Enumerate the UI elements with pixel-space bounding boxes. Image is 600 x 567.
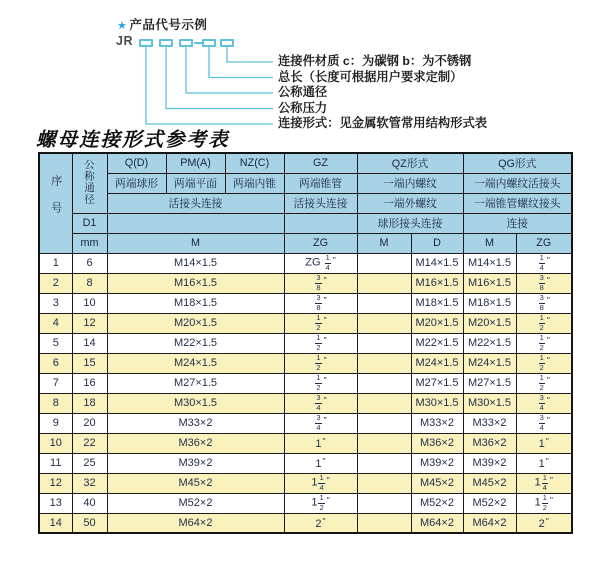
header-gz-sub: 两端锥管: [284, 173, 357, 193]
cell-qz-m: [357, 273, 411, 293]
fraction: $\frac{1}{4}$: [325, 253, 330, 272]
cell-qz-d: M64×2: [411, 513, 463, 533]
fraction: $\frac{3}{8}$: [539, 293, 544, 312]
cell-serial: 10: [39, 433, 72, 453]
table-row: [39, 293, 572, 313]
inch-mark: ": [546, 414, 550, 425]
cell-qz-d: M52×2: [411, 493, 463, 513]
cell-mm: 6: [72, 253, 107, 273]
cell-qz-m: [357, 373, 411, 393]
inch-mark: ": [323, 374, 327, 385]
inch-mark: ": [546, 354, 550, 365]
fraction: $\frac{1}{2}$: [316, 333, 321, 352]
cell-qz-m: [357, 293, 411, 313]
header-qz-conn: 球形接头连接: [357, 213, 463, 233]
cell-m: M64×2: [107, 513, 284, 533]
fraction: $\frac{1}{2}$: [539, 313, 544, 332]
header-mm: mm: [72, 233, 107, 253]
cell-qg-zg: [516, 373, 572, 393]
cell-serial: 13: [39, 493, 72, 513]
header-qg: QG形式: [463, 153, 572, 173]
cell-mm: 8: [72, 273, 107, 293]
cell-gz: ZG $\frac{1}{4}$ ": [284, 253, 357, 273]
header-qz-sub1: 一端内螺纹: [357, 173, 463, 193]
cell-gz: [284, 373, 357, 393]
cell-qg-zg: [516, 413, 572, 433]
code-label-length: 总长（长度可根据用户要求定制）: [278, 69, 463, 84]
cell-m: M24×1.5: [107, 353, 284, 373]
cell-mm: 15: [72, 353, 107, 373]
header-row-4: [39, 213, 572, 233]
inch-mark: ": [546, 394, 550, 405]
cell-m: M30×1.5: [107, 393, 284, 413]
cell-mm: 22: [72, 433, 107, 453]
inch-mark: ": [332, 254, 336, 265]
cell-gz: 1 $\frac{1}{2}$ ": [284, 493, 357, 513]
cell-qg-m: M14×1.5: [463, 253, 516, 273]
header-qz-m: M: [357, 233, 411, 253]
table-row: [39, 393, 572, 413]
cell-m: M52×2: [107, 493, 284, 513]
cell-serial: 3: [39, 293, 72, 313]
cell-serial: 2: [39, 273, 72, 293]
cell-qg-zg: [516, 273, 572, 293]
header-row-1: [39, 153, 572, 173]
cell-qz-m: [357, 353, 411, 373]
cell-mm: 25: [72, 453, 107, 473]
cell-mm: 16: [72, 373, 107, 393]
cell-qg-m: M33×2: [463, 413, 516, 433]
cell-qg-zg: 1 $\frac{1}{2}$ ": [516, 493, 572, 513]
cell-m: M20×1.5: [107, 313, 284, 333]
cell-qg-m: M30×1.5: [463, 393, 516, 413]
header-d1: D1: [72, 213, 107, 233]
table-row: [39, 433, 572, 453]
cell-qg-zg: [516, 393, 572, 413]
cell-serial: 4: [39, 313, 72, 333]
cell-m: M45×2: [107, 473, 284, 493]
cell-serial: 8: [39, 393, 72, 413]
header-qz-sub2: 一端外螺纹: [357, 193, 463, 213]
cell-qz-d: M30×1.5: [411, 393, 463, 413]
cell-gz: [284, 353, 357, 373]
code-prefix: JR: [116, 34, 133, 48]
cell-qz-m: [357, 333, 411, 353]
inch-mark: ": [322, 456, 326, 466]
cell-qg-m: M39×2: [463, 453, 516, 473]
cell-qz-m: [357, 473, 411, 493]
cell-m: M18×1.5: [107, 293, 284, 313]
cell-qg-m: M52×2: [463, 493, 516, 513]
fraction: $\frac{1}{2}$: [316, 353, 321, 372]
cell-gz: 1": [284, 433, 357, 453]
table-row: [39, 333, 572, 353]
inch-mark: ": [546, 294, 550, 305]
cell-qz-m: [357, 413, 411, 433]
cell-qz-d: M27×1.5: [411, 373, 463, 393]
inch-mark: ": [549, 494, 553, 505]
table-row: [39, 513, 572, 533]
header-row-2: [39, 173, 572, 193]
cell-qg-zg: [516, 353, 572, 373]
inch-mark: ": [322, 436, 326, 446]
inch-mark: ": [545, 515, 549, 526]
star-icon: ★: [117, 20, 128, 32]
inch-mark: ": [323, 394, 327, 405]
inch-mark: ": [323, 414, 327, 425]
code-label-material: 连接件材质 c：为碳钢 b：为不锈钢: [278, 54, 472, 68]
header-qz-d: D: [411, 233, 463, 253]
fraction: $\frac{1}{2}$: [319, 493, 324, 512]
table-body: [39, 253, 572, 533]
header-serial: [39, 153, 72, 253]
inch-mark: ": [546, 374, 550, 385]
cell-qg-m: M36×2: [463, 433, 516, 453]
fraction: $\frac{1}{2}$: [316, 313, 321, 332]
fraction: $\frac{1}{2}$: [539, 373, 544, 392]
cell-qz-d: M22×1.5: [411, 333, 463, 353]
inch-mark: ": [546, 254, 550, 265]
cell-mm: 12: [72, 313, 107, 333]
cell-serial: 11: [39, 453, 72, 473]
cell-qz-d: M39×2: [411, 453, 463, 473]
inch-mark: ": [546, 334, 550, 345]
header-q-sub: 两端球形: [107, 173, 166, 193]
cell-gz: [284, 413, 357, 433]
header-row-3: [39, 193, 572, 213]
cell-qz-m: [357, 493, 411, 513]
table-row: [39, 313, 572, 333]
fraction: $\frac{3}{4}$: [316, 393, 321, 412]
inch-mark: ": [545, 436, 549, 446]
header-pm: PM(A): [166, 153, 225, 173]
cell-qz-m: [357, 453, 411, 473]
cell-qz-m: [357, 313, 411, 333]
cell-qg-m: M24×1.5: [463, 353, 516, 373]
inch-mark: ": [326, 474, 330, 485]
code-label-diameter: 公称通径: [278, 85, 328, 99]
cell-qg-zg: [516, 293, 572, 313]
cell-qz-d: M33×2: [411, 413, 463, 433]
inch-mark: ": [323, 294, 327, 305]
inch-mark: ": [549, 474, 553, 485]
cell-qz-m: [357, 253, 411, 273]
cell-serial: 7: [39, 373, 72, 393]
cell-serial: 1: [39, 253, 72, 273]
header-zg: ZG: [284, 233, 357, 253]
cell-gz: 1": [284, 453, 357, 473]
cell-m: M27×1.5: [107, 373, 284, 393]
header-diameter-text: 公称通径: [83, 158, 95, 205]
cell-qz-d: M18×1.5: [411, 293, 463, 313]
cell-qz-m: [357, 433, 411, 453]
header-nz: NZ(C): [225, 153, 284, 173]
cell-qg-zg: 2": [516, 513, 572, 533]
nut-connection-table: [38, 152, 573, 534]
header-blank: [107, 213, 284, 233]
cell-qg-m: M64×2: [463, 513, 516, 533]
cell-qg-zg: [516, 313, 572, 333]
cell-gz: 1 $\frac{1}{4}$ ": [284, 473, 357, 493]
cell-qg-m: M22×1.5: [463, 333, 516, 353]
cell-m: M33×2: [107, 413, 284, 433]
cell-serial: 9: [39, 413, 72, 433]
cell-qg-zg: 1 $\frac{1}{4}$ ": [516, 473, 572, 493]
cell-qg-zg: 1": [516, 453, 572, 473]
cell-qz-d: M24×1.5: [411, 353, 463, 373]
fraction: $\frac{3}{4}$: [316, 413, 321, 432]
fraction: $\frac{3}{4}$: [539, 393, 544, 412]
cell-serial: 12: [39, 473, 72, 493]
cell-gz: [284, 313, 357, 333]
fraction: $\frac{3}{8}$: [539, 273, 544, 292]
cell-m: M39×2: [107, 453, 284, 473]
code-labels: [278, 54, 487, 132]
header-qg-m: M: [463, 233, 516, 253]
connector-line: [186, 47, 273, 93]
code-label-pressure: 公称压力: [278, 100, 328, 115]
cell-gz: [284, 293, 357, 313]
table-row: [39, 453, 572, 473]
table-header: [39, 153, 572, 253]
diagram-heading-text: 产品代号示例: [129, 18, 208, 32]
cell-mm: 14: [72, 333, 107, 353]
cell-m: M14×1.5: [107, 253, 284, 273]
cell-qz-m: [357, 513, 411, 533]
inch-mark: ": [323, 274, 327, 285]
cell-qg-m: M18×1.5: [463, 293, 516, 313]
inch-mark: ": [546, 314, 550, 325]
inch-mark: ": [323, 334, 327, 345]
header-gz-conn: 活接头连接: [284, 193, 357, 213]
fraction: $\frac{1}{4}$: [319, 473, 324, 492]
fraction: $\frac{1}{4}$: [539, 253, 544, 272]
fraction: $\frac{1}{4}$: [542, 473, 547, 492]
cell-qg-zg: 1": [516, 433, 572, 453]
cell-qg-m: M16×1.5: [463, 273, 516, 293]
header-qg-sub2: 一端锥管螺纹接头: [463, 193, 572, 213]
table-title: 螺母连接形式参考表: [36, 130, 230, 151]
header-serial-text: 序号: [49, 174, 62, 229]
cell-mm: 10: [72, 293, 107, 313]
cell-qz-d: M45×2: [411, 473, 463, 493]
fraction: $\frac{1}{2}$: [539, 353, 544, 372]
cell-m: M22×1.5: [107, 333, 284, 353]
fraction: $\frac{1}{2}$: [539, 333, 544, 352]
fraction: $\frac{3}{8}$: [316, 293, 321, 312]
header-qz: QZ形式: [357, 153, 463, 173]
fraction: $\frac{3}{4}$: [539, 413, 544, 432]
code-label-connection: 连接形式：见金属软管常用结构形式表: [278, 116, 488, 130]
inch-mark: ": [323, 354, 327, 365]
fraction: $\frac{1}{2}$: [316, 373, 321, 392]
cell-qz-d: M14×1.5: [411, 253, 463, 273]
header-union-conn: 活接头连接: [107, 193, 284, 213]
cell-qg-m: M20×1.5: [463, 313, 516, 333]
header-nz-sub: 两端内锥: [225, 173, 284, 193]
cell-gz: 2": [284, 513, 357, 533]
table-row: [39, 353, 572, 373]
table-row: [39, 273, 572, 293]
cell-mm: 20: [72, 413, 107, 433]
fraction: $\frac{3}{8}$: [316, 273, 321, 292]
cell-qg-m: M45×2: [463, 473, 516, 493]
table-row: [39, 373, 572, 393]
cell-qz-d: M16×1.5: [411, 273, 463, 293]
cell-qz-m: [357, 393, 411, 413]
cell-serial: 5: [39, 333, 72, 353]
header-m-merged: M: [107, 233, 284, 253]
cell-qz-d: M20×1.5: [411, 313, 463, 333]
inch-mark: ": [546, 274, 550, 285]
cell-qg-m: M27×1.5: [463, 373, 516, 393]
header-qg-conn: 连接: [463, 213, 572, 233]
fraction: $\frac{1}{2}$: [542, 493, 547, 512]
cell-serial: 6: [39, 353, 72, 373]
inch-mark: ": [323, 314, 327, 325]
cell-gz: [284, 333, 357, 353]
inch-mark: ": [326, 494, 330, 505]
header-diameter: [72, 153, 107, 213]
header-qg-zg: ZG: [516, 233, 572, 253]
header-gz: GZ: [284, 153, 357, 173]
cell-qg-zg: [516, 253, 572, 273]
cell-qg-zg: [516, 333, 572, 353]
cell-qz-d: M36×2: [411, 433, 463, 453]
cell-mm: 32: [72, 473, 107, 493]
table-row: [39, 473, 572, 493]
header-qg-sub1: 一端内螺纹活接头: [463, 173, 572, 193]
cell-mm: 40: [72, 493, 107, 513]
cell-serial: 14: [39, 513, 72, 533]
table-row: [39, 253, 572, 273]
header-row-5: [39, 233, 572, 253]
table-row: [39, 413, 572, 433]
header-blank: [284, 213, 357, 233]
cell-gz: [284, 273, 357, 293]
cell-mm: 18: [72, 393, 107, 413]
connector-line: [227, 47, 273, 62]
inch-mark: ": [322, 515, 326, 526]
cell-mm: 50: [72, 513, 107, 533]
inch-mark: ": [545, 456, 549, 466]
cell-m: M36×2: [107, 433, 284, 453]
cell-gz: [284, 393, 357, 413]
cell-m: M16×1.5: [107, 273, 284, 293]
table-row: [39, 493, 572, 513]
header-pm-sub: 两端平面: [166, 173, 225, 193]
header-q: Q(D): [107, 153, 166, 173]
